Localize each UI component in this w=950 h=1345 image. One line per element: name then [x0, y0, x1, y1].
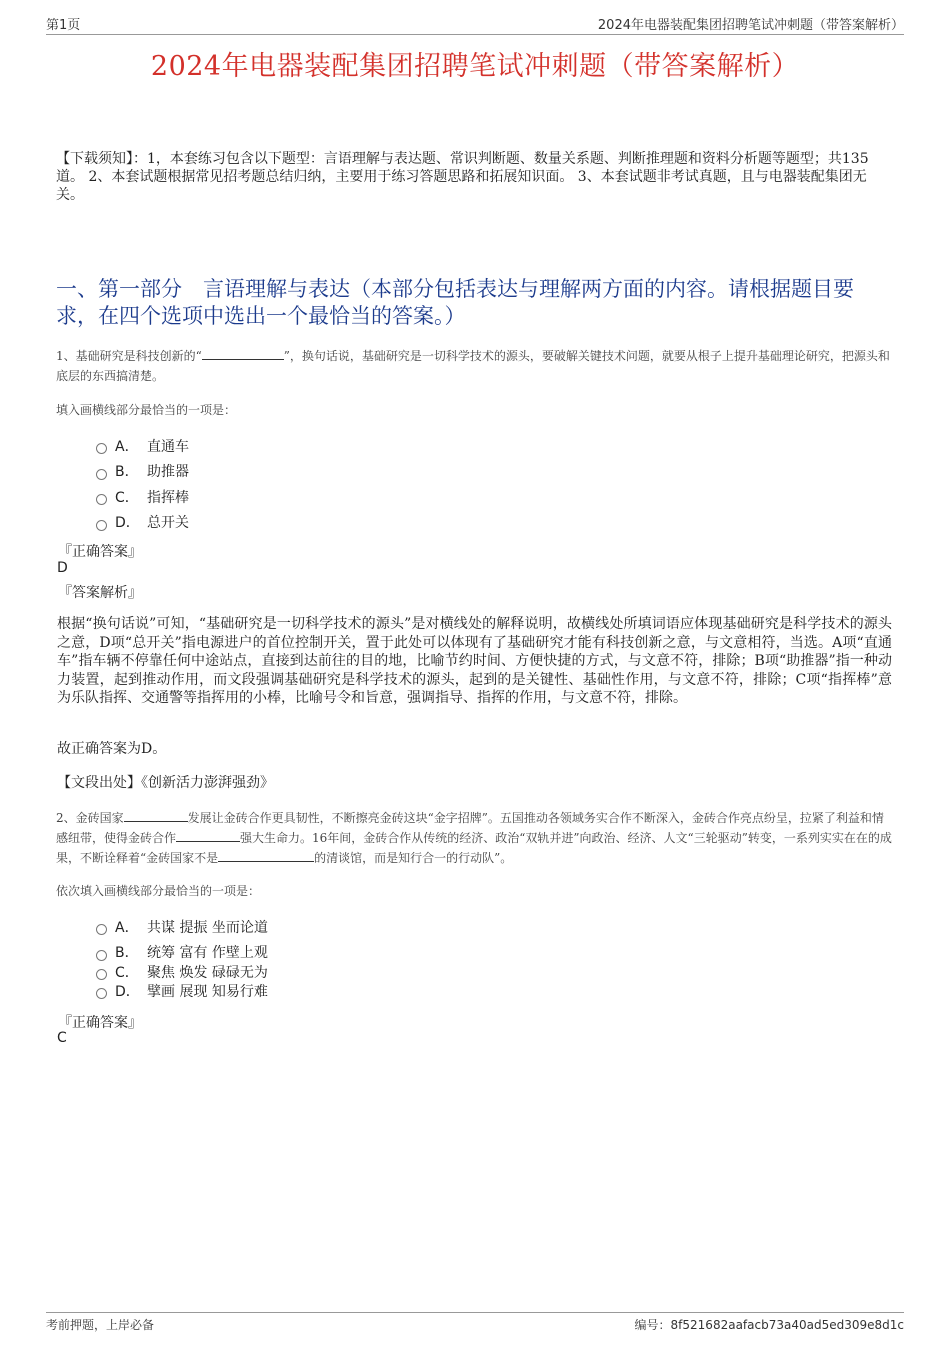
question-1-text: 1、基础研究是科技创新的“ ”，换句话说，基础研究是一切科学技术的源头，要破解关键技术问题，就要从根子上提升基础理论研究，把源头和底层的东西搞清楚。 — [56, 349, 890, 383]
radio-button[interactable] — [96, 494, 107, 505]
answer-blank — [124, 810, 188, 822]
radio-button[interactable] — [96, 924, 107, 935]
answer-blank — [176, 830, 240, 842]
radio-button[interactable] — [96, 520, 107, 531]
radio-button[interactable] — [96, 988, 107, 999]
header-doc-title: 2024年电器装配集团招聘笔试冲刺题（带答案解析） — [597, 18, 904, 33]
option-a[interactable]: A． 直通车 — [96, 433, 189, 459]
correct-answer: D — [57, 560, 68, 576]
correct-answer: C — [57, 1030, 67, 1046]
document-id: 编号：8f521682aafacb73a40ad5ed309e8d1c — [634, 1318, 904, 1332]
option-c[interactable]: C． 聚焦 焕发 碌碌无为 — [96, 965, 268, 978]
question-2-text: 2、金砖国家 发展让金砖合作更具韧性，不断擦亮金砖这块“金字招牌”。五国推动各领域务实合作不断深入，金砖合作亮点纷呈，拉紧了利益和情感纽带，使得金砖合作 强大生命力。16年间，金砖合作从传统的经济、政治“双轨并进”向政治、经济、人文“三轮驱动”转变，一系列实实在在的成果，不断诠释着“金砖国家不是 的清谈馆，而是知行合一的行动队”。 — [56, 811, 892, 865]
option-c[interactable]: C． 指挥棒 — [96, 484, 189, 510]
question-2-options — [96, 914, 268, 1004]
option-d[interactable]: D． 总开关 — [96, 510, 189, 536]
source-note: 【文段出处】《创新活力澎湃强劲》 — [57, 775, 274, 791]
page-number: 第1页 — [46, 18, 81, 33]
question-1-options — [96, 433, 189, 535]
answer-analysis: 根据“换句话说”可知，“基础研究是一切科学技术的源头”是对横线处的解释说明，故横线处所填词语应体现基础研究是科学技术的源头之意，D项“总开关”指电源进户的首位控制开关，置于此处可以体现有了基础研究才能有科技创新之意，与文意相符，当选。A项“直通车”指车辆不停靠任何中途站点，直接到达前往的目的地，比喻节约时间、方便快捷的方式，与文意不符，排除；B项“助推器”指一种动力装置，起到推动作用，而文段强调基础研究是科学技术的源头，起到的是关键性、基础性作用，与文意不符，排除；C项“指挥棒”意为乐队指挥、交通警等指挥用的小棒，比喻号令和旨意，强调指导、指挥的作用，与文意不符，排除。 — [57, 616, 892, 706]
section-heading: 一、第一部分 言语理解与表达（本部分包括表达与理解两方面的内容。请根据题目要求，在四个选项中选出一个最恰当的答案。） — [56, 277, 854, 328]
answer-blank — [202, 348, 284, 360]
radio-button[interactable] — [96, 469, 107, 480]
answer-label: 『正确答案』 — [58, 1015, 142, 1031]
option-b[interactable]: B． 统筹 富有 作壁上观 — [96, 940, 268, 966]
analysis-label: 『答案解析』 — [58, 585, 142, 601]
page-header — [46, 14, 904, 35]
conclusion: 故正确答案为D。 — [57, 741, 167, 757]
page-footer — [46, 1312, 904, 1333]
radio-button[interactable] — [96, 969, 107, 980]
radio-button[interactable] — [96, 950, 107, 961]
option-a[interactable]: A． 共谋 提振 坐而论道 — [96, 914, 268, 940]
question-1-prompt: 填入画横线部分最恰当的一项是： — [56, 403, 237, 417]
option-b[interactable]: B． 助推器 — [96, 459, 189, 485]
footer-slogan: 考前押题，上岸必备 — [46, 1318, 155, 1332]
radio-button[interactable] — [96, 443, 107, 454]
download-notice: 【下载须知】：1，本套练习包含以下题型：言语理解与表达题、常识判断题、数量关系题、判断推理题和资料分析题等题型；共135道。 2、本套试题根据常见招考题总结归纳，主要用于练习答题思路和拓展知识面。 3、本套试题非考试真题，且与电器装配集团无关。 — [56, 151, 869, 203]
answer-label: 『正确答案』 — [58, 544, 142, 560]
answer-blank — [218, 850, 314, 862]
option-d[interactable]: D． 擘画 展现 知易行难 — [96, 978, 268, 1004]
page-title: 2024年电器装配集团招聘笔试冲刺题（带答案解析） — [150, 51, 800, 82]
question-2-prompt: 依次填入画横线部分最恰当的一项是： — [56, 884, 261, 898]
